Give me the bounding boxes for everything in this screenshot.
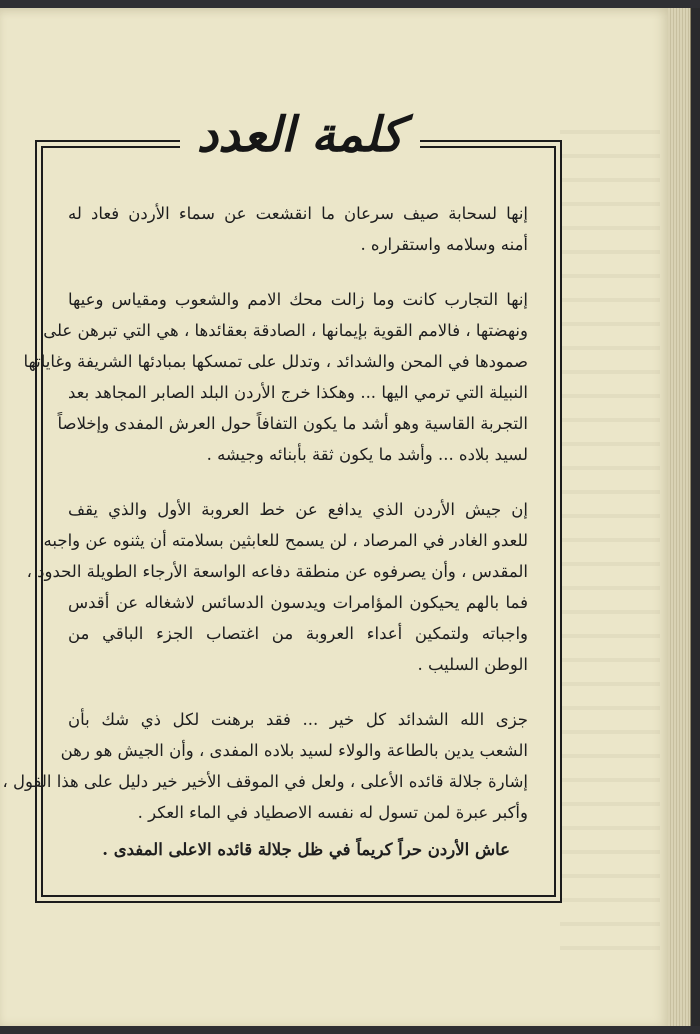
paragraph-1 [68,198,528,260]
text-line: جزى الله الشدائد كل خير ... فقد برهنت لكل ذي شك بأن [68,710,528,729]
text-line: المقدس ، وأن يصرفوه عن منطقة دفاعه الواسعة الأرجاء الطويلة الحدود ، [26,562,528,581]
paragraph-3 [26,494,528,680]
scanner-bottom-border [0,1026,700,1034]
text-line: التجربة القاسية وهو أشد ما يكون التفافاً حول العرش المفدى وإخلاصاً [57,414,528,433]
page-title: كلمة العدد [196,107,404,163]
page-stack-edge [668,8,691,1026]
text-line: واجباته ولتمكين أعداء العروبة من اغتصاب الجزء الباقي من [68,624,528,643]
text-line: أمنه وسلامه واستقراره . [360,235,528,254]
paragraph-4 [2,704,528,828]
article-body [2,198,528,865]
text-line: إشارة جلالة قائده الأعلى ، ولعل في الموقف الأخير خير دليل على هذا القول ، [2,772,528,791]
text-line: إنها لسحابة صيف سرعان ما انقشعت عن سماء الأردن فعاد له [68,204,528,223]
text-line: للعدو الغادر في المرصاد ، لن يسمح للعابثين بسلامته أن يثنوه عن واجبه [43,531,528,550]
scanner-top-border [0,0,700,8]
text-line: النبيلة التي ترمي اليها ... وهكذا خرج الأردن البلد الصابر المجاهد بعد [68,383,528,402]
closing-line: عاش الأردن حراً كريماً في ظل جلالة قائده الاعلى المفدى . [102,840,510,859]
text-line: الشعب يدين بالطاعة والولاء لسيد بلاده المفدى ، وأن الجيش هو رهن [60,741,528,760]
text-line: ونهضتها ، فالامم القوية بإيمانها ، الصادقة بعقائدها ، هي التي تبرهن على [43,321,528,340]
paragraph-2 [23,284,528,470]
text-line: وأكبر عبرة لمن تسول له نفسه الاصطياد في الماء العكر . [137,803,528,822]
reverse-side-bleed-through [560,110,660,960]
text-line: صمودها في المحن والشدائد ، وتدلل على تمسكها بمبادئها الشريفة وغاياتها [23,352,528,371]
text-line: إن جيش الأردن الذي يدافع عن خط العروبة الأول والذي يقف [68,500,528,519]
text-line: الوطن السليب . [417,655,528,674]
text-line: فما بالهم يحيكون المؤامرات ويدسون الدسائس لاشغاله عن أقدس [68,593,528,612]
text-line: لسيد بلاده ... وأشد ما يكون ثقة بأبنائه وجيشه . [206,445,528,464]
text-line: إنها التجارب كانت وما زالت محك الامم والشعوب ومقياس وعيها [68,290,528,309]
